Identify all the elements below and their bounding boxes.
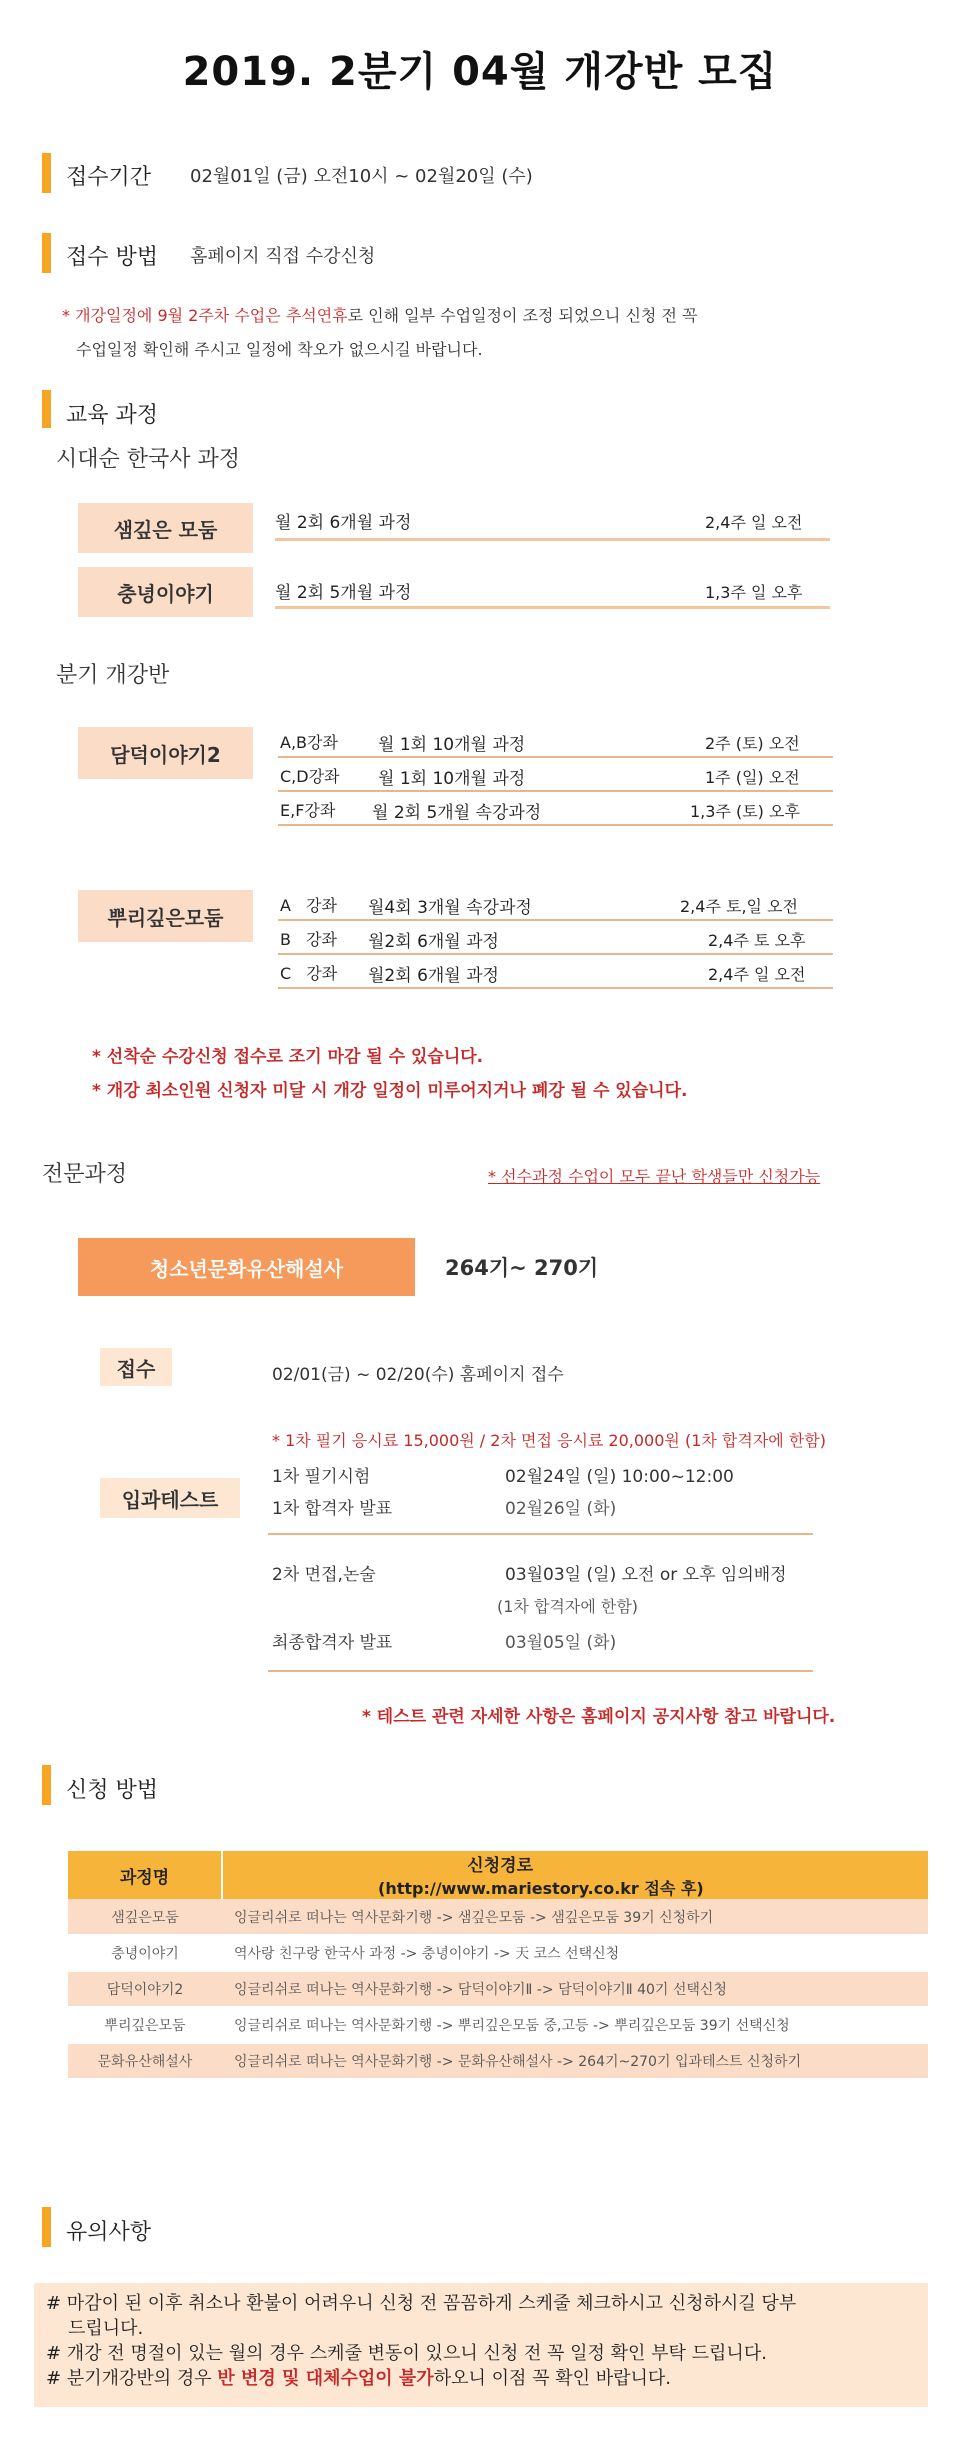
table-cell-path: 잉글리쉬로 떠나는 역사문화기행 -> 뿌리깊은모둠 중,고등 -> 뿌리깊은모둠 39기 선택신청 <box>222 2007 928 2043</box>
class-time: 2,4주 토,일 오전 <box>680 897 798 916</box>
class-desc: 월2회 6개월 과정 <box>368 932 499 952</box>
caution-box <box>34 2283 928 2407</box>
professional-note: * 선수과정 수업이 모두 끝난 학생들만 신청가능 <box>488 1167 821 1186</box>
warning-line: * 개강 최소인원 신청자 미달 시 개강 일정이 미루어지거나 폐강 될 수 있습니다. <box>92 1081 688 1101</box>
class-label: C,D강좌 <box>280 767 340 786</box>
table-row <box>68 1935 928 1971</box>
table-header-course: 과정명 <box>68 1851 222 1899</box>
table-row <box>68 1971 928 2007</box>
class-time: 2,4주 일 오전 <box>708 965 806 984</box>
class-underline <box>278 756 833 758</box>
table-cell-course: 담덕이야기2 <box>68 1971 222 2007</box>
section-accent-bar <box>42 2207 51 2247</box>
test-date: 03월03일 (일) 오전 or 오후 임의배정 <box>505 1565 787 1585</box>
caution-line: # 개강 전 명절이 있는 월의 경우 스케줄 변동이 있으니 신청 전 꼭 일정 확인 부탁 드립니다. <box>46 2343 767 2364</box>
test-date: (1차 합격자에 한함) <box>497 1597 639 1616</box>
class-label: A,B강좌 <box>280 733 338 752</box>
class-label: C 강좌 <box>280 964 338 983</box>
table-header-row <box>68 1851 928 1899</box>
table-cell-course: 충녕이야기 <box>68 1935 222 1971</box>
course-underline <box>275 538 830 541</box>
table-row <box>68 2007 928 2043</box>
course-time: 2,4주 일 오전 <box>705 513 803 532</box>
method-label: 접수 방법 <box>66 245 159 270</box>
class-desc: 월2회 6개월 과정 <box>368 966 499 986</box>
class-desc: 월 1회 10개월 과정 <box>378 769 526 789</box>
class-time: 1주 (일) 오전 <box>705 768 800 787</box>
table-row <box>68 2043 928 2079</box>
section-accent-bar <box>42 153 51 193</box>
class-underline <box>278 987 833 989</box>
test-name: 최종합격자 발표 <box>272 1633 393 1653</box>
class-time: 1,3주 (토) 오후 <box>690 802 800 821</box>
caution-line: # 마감이 된 이후 취소나 환불이 어려우니 신청 전 꼼꼼하게 스케줄 체크하시고 신청하시길 당부 <box>46 2293 797 2314</box>
reception-label: 접수기간 <box>66 165 152 190</box>
application-label: 신청 방법 <box>66 1778 159 1803</box>
caution-line3-highlight: 반 변경 및 대체수업이 불가 <box>217 2368 434 2389</box>
caution-line <box>46 2366 916 2391</box>
course-name-box: 샘깊은 모둠 <box>78 503 253 553</box>
caution-line3-prefix: # 분기개강반의 경우 <box>46 2368 218 2389</box>
schedule-note-highlight: 추석연휴 <box>285 306 348 325</box>
caution-label: 유의사항 <box>66 2220 152 2245</box>
class-desc: 월4회 3개월 속강과정 <box>368 898 532 918</box>
table-cell-path: 잉글리쉬로 떠나는 역사문화기행 -> 문화유산해설사 -> 264기~270기 입과테스트 신청하기 <box>222 2043 928 2079</box>
method-value: 홈페이지 직접 수강신청 <box>190 246 376 267</box>
table-cell-course: 샘깊은모둠 <box>68 1899 222 1935</box>
apply-value: 02/01(금) ~ 02/20(수) 홈페이지 접수 <box>272 1365 564 1385</box>
class-underline <box>278 953 833 955</box>
class-underline <box>278 824 833 826</box>
class-desc: 월 1회 10개월 과정 <box>378 735 526 755</box>
section-accent-bar <box>42 390 51 428</box>
table-header-path <box>222 1851 928 1899</box>
test-label-box: 입과테스트 <box>100 1478 240 1518</box>
reception-value: 02월01일 (금) 오전10시 ~ 02월20일 (수) <box>190 166 533 187</box>
schedule-note-suffix: 로 인해 일부 수업일정이 조정 되었으니 신청 전 꼭 <box>347 306 698 325</box>
course-underline <box>275 606 830 609</box>
table-cell-path: 역사랑 친구랑 한국사 과정 -> 충녕이야기 -> 天 코스 선택신청 <box>222 1935 928 1971</box>
test-name: 1차 필기시험 <box>272 1467 371 1487</box>
test-date: 03월05일 (화) <box>505 1633 617 1653</box>
course-name-box: 뿌리깊은모둠 <box>78 890 253 942</box>
schedule-note <box>62 300 882 331</box>
class-underline <box>278 919 833 921</box>
test-date: 02월26일 (화) <box>505 1499 617 1519</box>
application-table <box>68 1851 928 2080</box>
schedule-note-prefix: * 개강일정에 9월 2주차 수업은 <box>62 306 286 325</box>
course-name-box: 담덕이야기2 <box>78 727 253 779</box>
course-name-box: 충녕이야기 <box>78 567 253 617</box>
professional-cohorts: 264기~ 270기 <box>445 1256 599 1280</box>
section-accent-bar <box>42 233 51 273</box>
test-date: 02월24일 (일) 10:00~12:00 <box>505 1467 734 1487</box>
page-title: 2019. 2분기 04월 개강반 모집 <box>182 49 778 95</box>
table-cell-path: 잉글리쉬로 떠나는 역사문화기행 -> 샘깊은모둠 -> 샘깊은모둠 39기 신청하기 <box>222 1899 928 1935</box>
class-label: A 강좌 <box>280 896 337 915</box>
section-accent-bar <box>42 1765 51 1805</box>
caution-line: 드립니다. <box>68 2318 144 2339</box>
table-cell-course: 뿌리깊은모둠 <box>68 2007 222 2043</box>
table-cell-course: 문화유산해설사 <box>68 2043 222 2079</box>
test-name: 1차 합격자 발표 <box>272 1499 393 1519</box>
class-time: 2,4주 토 오후 <box>708 931 806 950</box>
class-underline <box>278 790 833 792</box>
professional-course-box: 청소년문화유산해설사 <box>78 1238 415 1296</box>
class-label: E,F강좌 <box>280 801 336 820</box>
warning-line: * 선착순 수강신청 접수로 조기 마감 될 수 있습니다. <box>92 1047 484 1067</box>
class-desc: 월 2회 5개월 속강과정 <box>372 803 542 823</box>
apply-label-box: 접수 <box>100 1348 172 1386</box>
table-header-path-label: 신청경로 <box>467 1856 533 1876</box>
test-name: 2차 면접,논술 <box>272 1565 376 1585</box>
history-course-title: 시대순 한국사 과정 <box>56 447 241 472</box>
course-desc: 월 2회 6개월 과정 <box>275 513 412 533</box>
table-cell-path: 잉글리쉬로 떠나는 역사문화기행 -> 담덕이야기Ⅱ -> 담덕이야기Ⅱ 40기 선택신청 <box>222 1971 928 2007</box>
professional-label: 전문과정 <box>42 1162 128 1187</box>
class-time: 2주 (토) 오전 <box>705 734 800 753</box>
course-desc: 월 2회 5개월 과정 <box>275 583 412 603</box>
fee-note: * 1차 필기 응시료 15,000원 / 2차 면접 응시료 20,000원 (1차 합격자에 한함) <box>272 1431 826 1450</box>
class-label: B 강좌 <box>280 930 337 949</box>
test-footer-note: * 테스트 관련 자세한 사항은 홈페이지 공지사항 참고 바랍니다. <box>362 1707 836 1727</box>
test-divider <box>268 1533 813 1535</box>
table-row <box>68 1899 928 1935</box>
schedule-note-line2: 수업일정 확인해 주시고 일정에 착오가 없으시길 바랍니다. <box>76 340 483 359</box>
table-header-url: (http://www.mariestory.co.kr 접속 후) <box>378 1879 704 1898</box>
education-label: 교육 과정 <box>66 403 159 428</box>
caution-line3-suffix: 하오니 이점 꼭 확인 바랍니다. <box>433 2368 671 2389</box>
quarter-course-title: 분기 개강반 <box>56 663 170 688</box>
test-divider <box>268 1670 813 1672</box>
course-time: 1,3주 일 오후 <box>705 583 803 602</box>
